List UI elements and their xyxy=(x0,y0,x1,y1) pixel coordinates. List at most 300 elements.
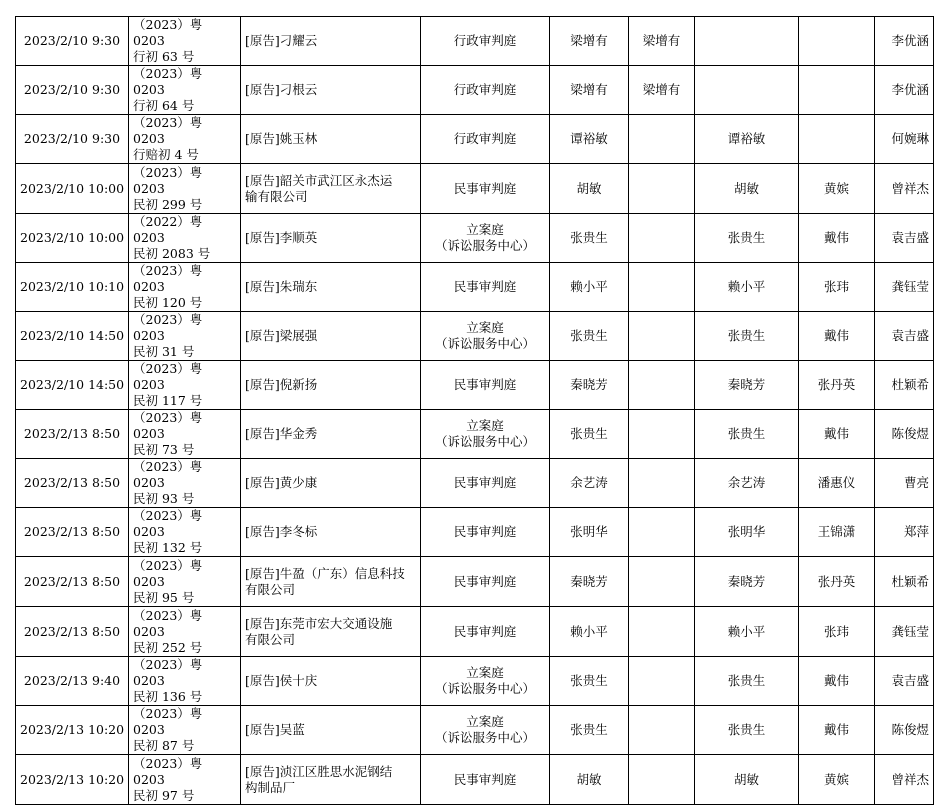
presiding-judge-cell xyxy=(550,459,629,508)
table-row xyxy=(16,17,934,66)
assistant-cell xyxy=(799,459,875,508)
case-number-cell xyxy=(129,410,241,459)
presiding-judge-text: 张贵生 xyxy=(570,328,608,343)
party-text: 构制品厂 xyxy=(245,779,296,795)
clerk-text: 龚钰莹 xyxy=(891,279,929,294)
tribunal-text: （诉讼服务中心） xyxy=(434,681,535,696)
presiding-judge-cell xyxy=(550,164,629,214)
case-number-cell xyxy=(129,263,241,312)
assistant-text: 张丹英 xyxy=(817,573,856,589)
hearing-time-cell xyxy=(16,410,129,459)
tribunal-text: 行政审判庭 xyxy=(453,131,517,146)
clerk-text: 陈俊煜 xyxy=(891,722,929,737)
hearing-time-text: 2023/2/10 14:50 xyxy=(20,377,125,392)
hearing-time-cell xyxy=(16,706,129,755)
case-number-text: （2023）粤 0203 xyxy=(133,361,203,392)
clerk-text: 曾祥杰 xyxy=(891,771,929,787)
judge-text: 秦晓芳 xyxy=(727,377,766,392)
judge-cell xyxy=(629,657,695,706)
case-number-text: 民初 97 号 xyxy=(133,787,195,803)
tribunal-text: 立案庭 xyxy=(466,714,504,729)
hearing-time-cell xyxy=(16,17,129,66)
table-row xyxy=(16,557,934,607)
hearing-time-text: 2023/2/13 8:50 xyxy=(23,623,121,639)
assistant-text: 张丹英 xyxy=(817,377,856,392)
presiding-judge-text: 胡敏 xyxy=(576,771,602,787)
judge-cell xyxy=(629,508,695,557)
case-number-text: 民初 252 号 xyxy=(133,639,203,655)
clerk-cell xyxy=(875,410,934,459)
judge-cell xyxy=(695,17,799,66)
case-number-text: （2023）粤 0203 xyxy=(133,607,203,639)
clerk-text: 曾祥杰 xyxy=(891,180,929,196)
case-number-text: （2023）粤 0203 xyxy=(133,459,203,490)
case-number-text: （2023）粤 0203 xyxy=(133,410,203,441)
hearing-time-cell xyxy=(16,361,129,410)
case-number-text: （2023）粤 0203 xyxy=(133,657,203,688)
judge-text: 赖小平 xyxy=(727,623,766,639)
tribunal-text: 行政审判庭 xyxy=(453,82,517,97)
tribunal-text: 民事审判庭 xyxy=(453,475,517,490)
party-cell xyxy=(241,410,421,459)
judge-cell xyxy=(695,557,799,607)
judge-cell xyxy=(695,164,799,214)
table-row xyxy=(16,312,934,361)
hearing-time-cell xyxy=(16,312,129,361)
hearing-time-text: 2023/2/13 10:20 xyxy=(20,722,125,737)
clerk-text: 袁吉盛 xyxy=(891,230,929,245)
assistant-cell xyxy=(799,164,875,214)
clerk-cell xyxy=(875,164,934,214)
judge-cell xyxy=(695,755,799,805)
tribunal-cell xyxy=(421,459,550,508)
hearing-time-cell xyxy=(16,459,129,508)
table-row xyxy=(16,361,934,410)
tribunal-text: 立案庭 xyxy=(466,222,504,237)
assistant-text: 张玮 xyxy=(823,279,849,294)
judge-text: 胡敏 xyxy=(733,771,759,787)
clerk-text: 李优涵 xyxy=(891,33,929,48)
case-number-text: 民初 132 号 xyxy=(133,540,203,555)
clerk-cell xyxy=(875,17,934,66)
case-number-text: （2023）粤 0203 xyxy=(133,508,203,539)
party-text: [原告]韶关市武江区永杰运 xyxy=(245,172,393,188)
table-row xyxy=(16,607,934,657)
hearing-time-text: 2023/2/10 14:50 xyxy=(20,328,125,343)
judge-cell xyxy=(629,459,695,508)
party-text: [原告]李顺英 xyxy=(245,230,318,245)
tribunal-text: 民事审判庭 xyxy=(453,377,517,392)
tribunal-cell xyxy=(421,312,550,361)
tribunal-cell xyxy=(421,508,550,557)
table-row xyxy=(16,508,934,557)
judge-text: 谭裕敏 xyxy=(727,131,766,146)
presiding-judge-text: 余艺涛 xyxy=(570,475,608,490)
case-number-text: 民初 136 号 xyxy=(133,689,203,704)
hearing-time-text: 2023/2/10 10:00 xyxy=(20,230,125,245)
party-cell xyxy=(241,164,421,214)
assistant-cell xyxy=(799,607,875,657)
clerk-cell xyxy=(875,755,934,805)
hearing-time-text: 2023/2/13 9:40 xyxy=(23,673,121,688)
judge-cell xyxy=(629,164,695,214)
assistant-text: 黄嫔 xyxy=(823,180,849,196)
judge-cell xyxy=(629,17,695,66)
tribunal-text: （诉讼服务中心） xyxy=(434,238,535,253)
assistant-cell xyxy=(799,557,875,607)
judge-cell xyxy=(629,755,695,805)
case-number-text: 行初 64 号 xyxy=(133,98,195,113)
hearing-time-text: 2023/2/10 10:10 xyxy=(20,279,125,294)
hearing-time-text: 2023/2/13 10:20 xyxy=(20,771,125,787)
hearing-time-cell xyxy=(16,164,129,214)
party-cell xyxy=(241,312,421,361)
assistant-cell xyxy=(799,361,875,410)
party-text: [原告]梁展强 xyxy=(245,328,318,343)
clerk-text: 郑萍 xyxy=(903,524,929,539)
judge-cell xyxy=(695,66,799,115)
tribunal-cell xyxy=(421,115,550,164)
judge-cell xyxy=(695,410,799,459)
assistant-cell xyxy=(799,214,875,263)
assistant-text: 黄嫔 xyxy=(823,771,849,787)
table-row xyxy=(16,706,934,755)
party-cell xyxy=(241,17,421,66)
presiding-judge-cell xyxy=(550,755,629,805)
hearing-time-text: 2023/2/13 8:50 xyxy=(23,475,121,490)
tribunal-text: 民事审判庭 xyxy=(453,279,517,294)
hearing-time-cell xyxy=(16,657,129,706)
judge-text: 张贵生 xyxy=(727,673,766,688)
party-text: [原告]东莞市宏大交通设施 xyxy=(245,615,393,631)
tribunal-text: 民事审判庭 xyxy=(453,524,517,539)
judge-text: 赖小平 xyxy=(727,279,766,294)
presiding-judge-text: 张贵生 xyxy=(570,426,608,441)
clerk-cell xyxy=(875,657,934,706)
judge-cell xyxy=(695,115,799,164)
tribunal-cell xyxy=(421,361,550,410)
clerk-cell xyxy=(875,66,934,115)
case-number-text: 民初 31 号 xyxy=(133,344,195,359)
table-row xyxy=(16,164,934,214)
tribunal-cell xyxy=(421,706,550,755)
hearing-time-cell xyxy=(16,263,129,312)
judge-text: 秦晓芳 xyxy=(727,573,766,589)
case-number-text: （2023）粤 0203 xyxy=(133,17,203,48)
case-number-cell xyxy=(129,755,241,805)
clerk-text: 杜颖希 xyxy=(891,573,929,589)
hearing-time-text: 2023/2/10 9:30 xyxy=(23,82,121,97)
tribunal-text: 民事审判庭 xyxy=(453,771,517,787)
case-number-cell xyxy=(129,459,241,508)
judge-cell xyxy=(629,410,695,459)
party-cell xyxy=(241,459,421,508)
assistant-text: 戴伟 xyxy=(823,722,849,737)
party-cell xyxy=(241,607,421,657)
judge-cell xyxy=(629,557,695,607)
case-number-text: 民初 299 号 xyxy=(133,196,203,212)
assistant-cell xyxy=(799,508,875,557)
presiding-judge-cell xyxy=(550,410,629,459)
presiding-judge-cell xyxy=(550,115,629,164)
case-number-text: （2023）粤 0203 xyxy=(133,263,203,294)
case-number-text: （2023）粤 0203 xyxy=(133,755,203,787)
case-number-text: 民初 95 号 xyxy=(133,589,195,605)
case-number-text: 民初 2083 号 xyxy=(133,246,211,261)
party-cell xyxy=(241,657,421,706)
case-number-text: 民初 93 号 xyxy=(133,491,195,506)
tribunal-text: 立案庭 xyxy=(466,418,504,433)
hearing-time-text: 2023/2/13 8:50 xyxy=(23,573,121,589)
party-text: [原告]刁根云 xyxy=(245,82,318,97)
clerk-cell xyxy=(875,508,934,557)
party-text: [原告]侯十庆 xyxy=(245,673,318,688)
clerk-text: 陈俊煜 xyxy=(891,426,929,441)
case-number-text: 民初 73 号 xyxy=(133,442,195,457)
clerk-cell xyxy=(875,607,934,657)
judge-text: 胡敏 xyxy=(733,180,759,196)
party-text: [原告]姚玉林 xyxy=(245,131,318,146)
assistant-cell xyxy=(799,17,875,66)
tribunal-cell xyxy=(421,657,550,706)
judge-cell xyxy=(695,607,799,657)
tribunal-text: 行政审判庭 xyxy=(453,33,517,48)
case-number-cell xyxy=(129,66,241,115)
case-number-cell xyxy=(129,657,241,706)
party-text: [原告]刁耀云 xyxy=(245,33,318,48)
table-row xyxy=(16,657,934,706)
judge-text: 余艺涛 xyxy=(727,475,766,490)
hearing-time-cell xyxy=(16,508,129,557)
clerk-cell xyxy=(875,557,934,607)
presiding-judge-text: 胡敏 xyxy=(576,180,602,196)
party-text: 有限公司 xyxy=(245,631,296,647)
clerk-text: 李优涵 xyxy=(891,82,929,97)
table-row xyxy=(16,214,934,263)
hearing-time-cell xyxy=(16,607,129,657)
presiding-judge-cell xyxy=(550,263,629,312)
tribunal-cell xyxy=(421,164,550,214)
hearing-time-text: 2023/2/13 8:50 xyxy=(23,524,121,539)
party-text: [原告]黄少康 xyxy=(245,475,318,490)
hearing-time-text: 2023/2/13 8:50 xyxy=(23,426,121,441)
case-number-text: （2023）粤 0203 xyxy=(133,557,203,589)
judge-text: 张贵生 xyxy=(727,426,766,441)
table-row xyxy=(16,410,934,459)
party-cell xyxy=(241,361,421,410)
table-row xyxy=(16,66,934,115)
case-number-cell xyxy=(129,312,241,361)
presiding-judge-text: 秦晓芳 xyxy=(570,377,608,392)
party-text: 有限公司 xyxy=(245,581,296,597)
presiding-judge-text: 梁增有 xyxy=(570,33,608,48)
tribunal-text: （诉讼服务中心） xyxy=(434,434,535,449)
assistant-cell xyxy=(799,312,875,361)
party-cell xyxy=(241,755,421,805)
clerk-cell xyxy=(875,263,934,312)
hearing-time-cell xyxy=(16,66,129,115)
judge-cell xyxy=(695,263,799,312)
tribunal-text: 民事审判庭 xyxy=(453,623,517,639)
clerk-text: 袁吉盛 xyxy=(891,673,929,688)
clerk-text: 何婉琳 xyxy=(891,131,929,146)
judge-cell xyxy=(695,214,799,263)
clerk-cell xyxy=(875,115,934,164)
tribunal-cell xyxy=(421,607,550,657)
presiding-judge-cell xyxy=(550,214,629,263)
party-cell xyxy=(241,508,421,557)
presiding-judge-text: 赖小平 xyxy=(570,623,608,639)
judge-cell xyxy=(695,459,799,508)
assistant-text: 戴伟 xyxy=(823,426,849,441)
case-number-text: 行初 63 号 xyxy=(133,49,195,64)
hearing-time-text: 2023/2/10 10:00 xyxy=(20,180,125,196)
clerk-text: 曹亮 xyxy=(903,475,929,490)
clerk-cell xyxy=(875,312,934,361)
case-number-text: （2023）粤 0203 xyxy=(133,312,203,343)
hearing-time-text: 2023/2/10 9:30 xyxy=(23,131,121,146)
case-number-text: （2023）粤 0203 xyxy=(133,164,203,196)
assistant-cell xyxy=(799,657,875,706)
presiding-judge-text: 张贵生 xyxy=(570,722,608,737)
table-row xyxy=(16,263,934,312)
case-number-text: 民初 117 号 xyxy=(133,393,203,408)
presiding-judge-text: 张贵生 xyxy=(570,230,608,245)
case-number-text: 民初 87 号 xyxy=(133,738,195,753)
assistant-cell xyxy=(799,115,875,164)
judge-text: 梁增有 xyxy=(642,82,681,97)
judge-cell xyxy=(629,214,695,263)
judge-text: 张贵生 xyxy=(727,328,766,343)
case-number-cell xyxy=(129,607,241,657)
presiding-judge-text: 梁增有 xyxy=(570,82,608,97)
presiding-judge-cell xyxy=(550,557,629,607)
presiding-judge-cell xyxy=(550,607,629,657)
party-text: [原告]倪新扬 xyxy=(245,377,318,392)
hearing-time-cell xyxy=(16,755,129,805)
judge-text: 梁增有 xyxy=(642,33,681,48)
case-number-cell xyxy=(129,164,241,214)
judge-cell xyxy=(629,115,695,164)
tribunal-cell xyxy=(421,557,550,607)
assistant-text: 戴伟 xyxy=(823,328,849,343)
party-cell xyxy=(241,557,421,607)
tribunal-cell xyxy=(421,17,550,66)
hearing-time-text: 2023/2/10 9:30 xyxy=(23,33,121,48)
tribunal-text: 民事审判庭 xyxy=(453,573,517,589)
presiding-judge-text: 张明华 xyxy=(570,524,608,539)
case-number-cell xyxy=(129,17,241,66)
case-number-cell xyxy=(129,557,241,607)
judge-cell xyxy=(629,607,695,657)
tribunal-cell xyxy=(421,755,550,805)
judge-cell xyxy=(695,361,799,410)
party-text: [原告]吴蓝 xyxy=(245,722,305,737)
judge-cell xyxy=(629,312,695,361)
assistant-text: 王锦潇 xyxy=(817,524,856,539)
judge-cell xyxy=(695,657,799,706)
presiding-judge-text: 张贵生 xyxy=(570,673,608,688)
case-number-cell xyxy=(129,706,241,755)
presiding-judge-cell xyxy=(550,508,629,557)
judge-cell xyxy=(629,361,695,410)
clerk-cell xyxy=(875,214,934,263)
presiding-judge-cell xyxy=(550,361,629,410)
presiding-judge-cell xyxy=(550,17,629,66)
table-row xyxy=(16,459,934,508)
tribunal-text: 立案庭 xyxy=(466,320,504,335)
judge-text: 张贵生 xyxy=(727,722,766,737)
table-row xyxy=(16,115,934,164)
case-number-text: （2022）粤 0203 xyxy=(133,214,203,245)
party-text: [原告]华金秀 xyxy=(245,426,318,441)
clerk-text: 龚钰莹 xyxy=(891,623,929,639)
tribunal-cell xyxy=(421,66,550,115)
presiding-judge-text: 秦晓芳 xyxy=(570,573,608,589)
tribunal-cell xyxy=(421,263,550,312)
judge-text: 张明华 xyxy=(727,524,766,539)
tribunal-text: 立案庭 xyxy=(466,665,504,680)
assistant-cell xyxy=(799,706,875,755)
hearing-time-cell xyxy=(16,115,129,164)
court-schedule-table xyxy=(15,16,934,805)
judge-cell xyxy=(629,706,695,755)
assistant-text: 戴伟 xyxy=(823,673,849,688)
case-number-cell xyxy=(129,115,241,164)
clerk-cell xyxy=(875,361,934,410)
case-number-text: 民初 120 号 xyxy=(133,295,203,310)
case-number-text: （2023）粤 0203 xyxy=(133,115,203,146)
party-cell xyxy=(241,263,421,312)
presiding-judge-text: 谭裕敏 xyxy=(570,131,608,146)
tribunal-cell xyxy=(421,214,550,263)
judge-cell xyxy=(629,263,695,312)
assistant-text: 潘惠仪 xyxy=(817,475,856,490)
judge-cell xyxy=(695,706,799,755)
clerk-cell xyxy=(875,459,934,508)
assistant-cell xyxy=(799,66,875,115)
presiding-judge-text: 赖小平 xyxy=(570,279,608,294)
hearing-time-cell xyxy=(16,557,129,607)
judge-text: 张贵生 xyxy=(727,230,766,245)
party-cell xyxy=(241,214,421,263)
party-text: 输有限公司 xyxy=(245,188,308,204)
case-number-cell xyxy=(129,361,241,410)
party-text: [原告]牛盈（广东）信息科技 xyxy=(245,565,405,581)
party-cell xyxy=(241,706,421,755)
case-number-cell xyxy=(129,508,241,557)
hearing-time-cell xyxy=(16,214,129,263)
presiding-judge-cell xyxy=(550,66,629,115)
tribunal-text: （诉讼服务中心） xyxy=(434,730,535,745)
table-row xyxy=(16,755,934,805)
clerk-text: 袁吉盛 xyxy=(891,328,929,343)
presiding-judge-cell xyxy=(550,657,629,706)
assistant-cell xyxy=(799,755,875,805)
assistant-text: 戴伟 xyxy=(823,230,849,245)
clerk-text: 杜颖希 xyxy=(891,377,929,392)
party-cell xyxy=(241,66,421,115)
assistant-cell xyxy=(799,263,875,312)
party-text: [原告]李冬标 xyxy=(245,524,318,539)
judge-cell xyxy=(695,312,799,361)
assistant-cell xyxy=(799,410,875,459)
party-text: [原告]朱瑞东 xyxy=(245,279,318,294)
tribunal-text: 民事审判庭 xyxy=(453,180,517,196)
case-number-text: （2023）粤 0203 xyxy=(133,706,203,737)
assistant-text: 张玮 xyxy=(823,623,849,639)
tribunal-text: （诉讼服务中心） xyxy=(434,336,535,351)
